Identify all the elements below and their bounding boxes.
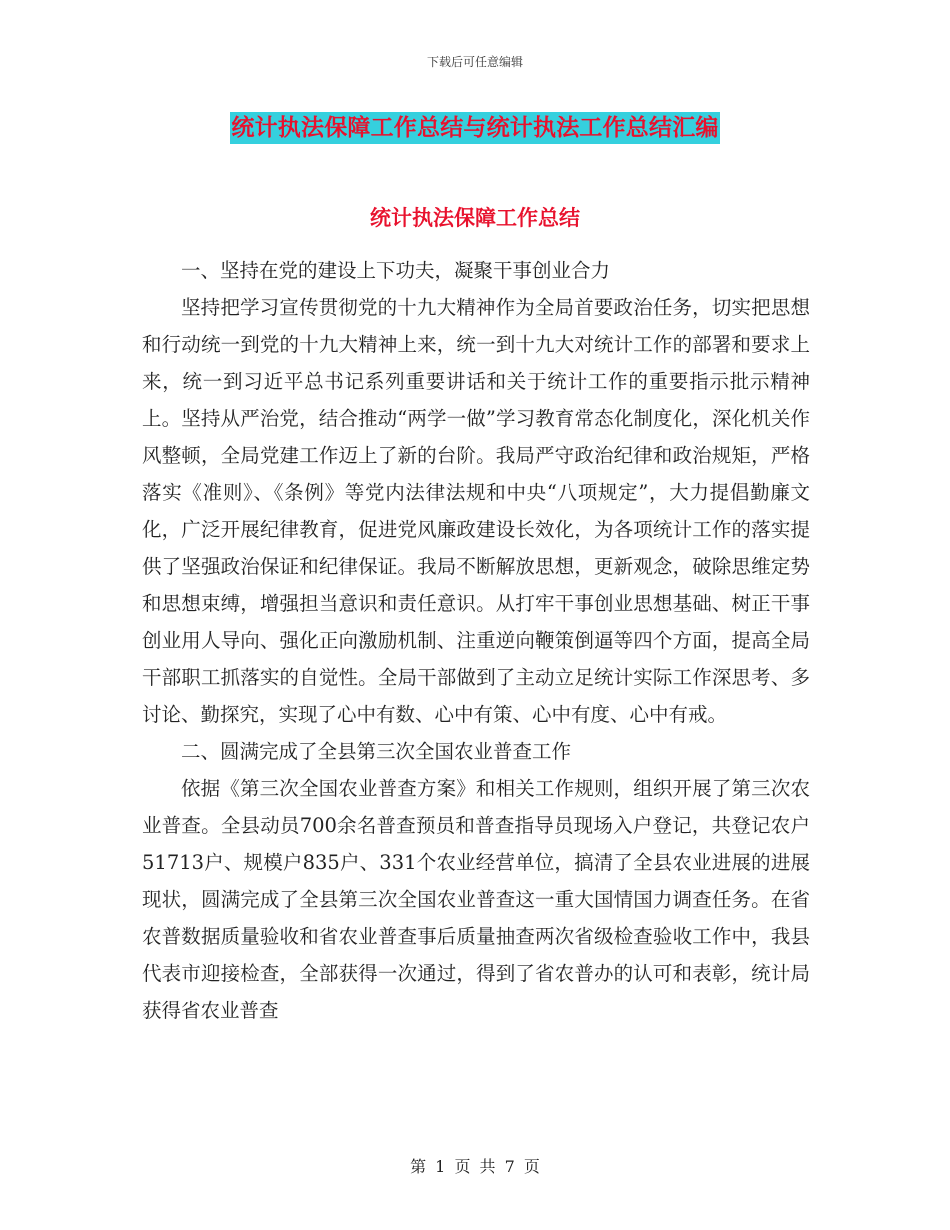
sub-title: 统计执法保障工作总结	[370, 206, 580, 230]
section-heading-2: 二、圆满完成了全县第三次全国农业普查工作	[181, 740, 572, 763]
main-title: 统计执法保障工作总结与统计执法工作总结汇编	[230, 112, 719, 144]
header-note: 下载后可任意编辑	[426, 55, 523, 69]
body-paragraph-2: 依据《第三次全国农业普查方案》和相关工作规则，组织开展了第三次农业普查。全县动员700余名普查预员和普查指导员现场入户登记，共登记农户51713户、规模户835户、331个农业经营单位，搞清了全县农业进展的进展现状，圆满完成了全县第三次全国农业普查这一重大国情国力调查任务。在省农普数据质量验收和省农业普查事后质量抽查两次省级检查验收工作中，我县代表市迎接检查，全部获得一次通过，得到了省农普办的认可和表彰，统计局获得省农业普查	[142, 777, 810, 1022]
body-paragraph-1: 坚持把学习宣传贯彻党的十九大精神作为全局首要政治任务，切实把思想和行动统一到党的十九大精神上来，统一到十九大对统计工作的部署和要求上来，统一到习近平总书记系列重要讲话和关于统计工作的重要指示批示精神上。坚持从严治党，结合推动“两学一做”学习教育常态化制度化，深化机关作风整顿，全局党建工作迈上了新的台阶。我局严守政治纪律和政治规矩，严格落实《准则》、《条例》等党内法律法规和中央“八项规定”，大力提倡勤廉文化，广泛开展纪律教育，促进党风廉政建设长效化，为各项统计工作的落实提供了坚强政治保证和纪律保证。我局不断解放思想，更新观念，破除思维定势和思想束缚，增强担当意识和责任意识。从打牢干事创业思想基础、树正干事创业用人导向、强化正向激励机制、注重逆向鞭策倒逼等四个方面，提高全局干部职工抓落实的自觉性。全局干部做到了主动立足统计实际工作深思考、多讨论、勤探究，实现了心中有数、心中有策、心中有度、心中有戒。	[142, 296, 810, 726]
section-heading-1: 一、坚持在党的建设上下功夫，凝聚干事创业合力	[181, 259, 611, 282]
document-body	[142, 218, 810, 1029]
page-footer: 第 1 页 共 7 页	[410, 1157, 540, 1176]
main-title-container	[0, 112, 950, 144]
